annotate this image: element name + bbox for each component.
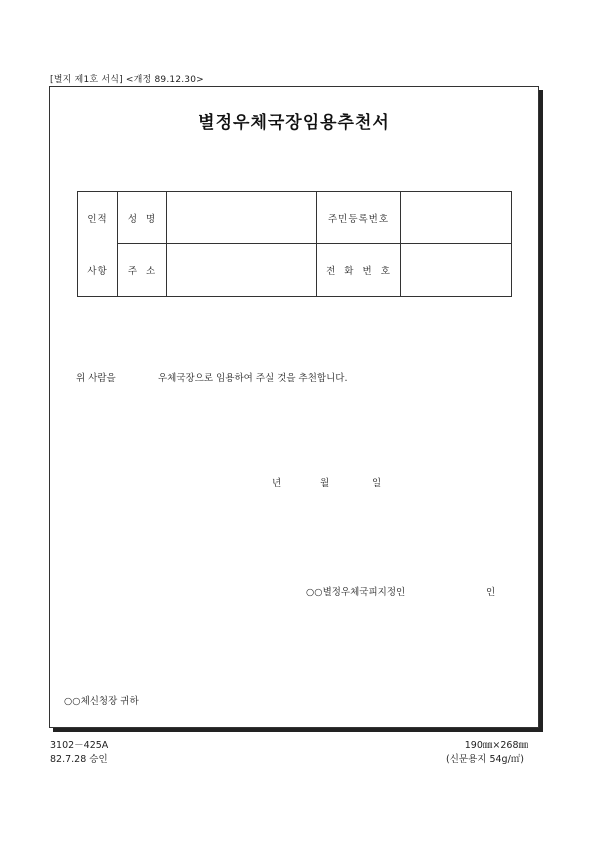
phone-label: 전 화 번 호 — [317, 244, 401, 297]
seal-mark: 인 — [486, 587, 496, 598]
section-label-top: 인적 — [78, 192, 118, 244]
phone-field[interactable] — [401, 244, 512, 297]
section-label-bottom: 사항 — [78, 244, 118, 297]
address-label: 주 소 — [118, 244, 167, 297]
addressee: ○○체신청장 귀하 — [64, 696, 139, 707]
form-code: 3102－425A — [50, 740, 109, 751]
paper-type: (신문용지 54g/㎡) — [446, 754, 524, 765]
form-frame — [49, 86, 539, 728]
frame-shadow-right — [539, 90, 543, 732]
recommendation-statement: 위 사람을 우체국장으로 임용하여 주실 것을 추천합니다. — [76, 373, 348, 384]
frame-shadow-bottom — [53, 728, 543, 732]
personal-info-table — [77, 191, 512, 297]
name-field[interactable] — [167, 192, 317, 244]
date-line — [272, 475, 381, 489]
form-title: 별정우체국장임용추천서 — [198, 113, 390, 133]
paper-size: 190㎜×268㎜ — [464, 740, 528, 751]
signer-name: ○○별정우체국피지정인 — [306, 587, 406, 598]
approval-date: 82.7.28 승인 — [50, 754, 108, 765]
date-year-label: 년 — [272, 478, 282, 489]
name-label: 성 명 — [118, 192, 167, 244]
form-reference: [별지 제1호 서식] <개정 89.12.30> — [50, 75, 204, 85]
rrn-label: 주민등록번호 — [317, 192, 401, 244]
date-month-label: 월 — [320, 478, 330, 489]
rrn-field[interactable] — [401, 192, 512, 244]
date-day-label: 일 — [372, 478, 382, 489]
address-field[interactable] — [167, 244, 317, 297]
